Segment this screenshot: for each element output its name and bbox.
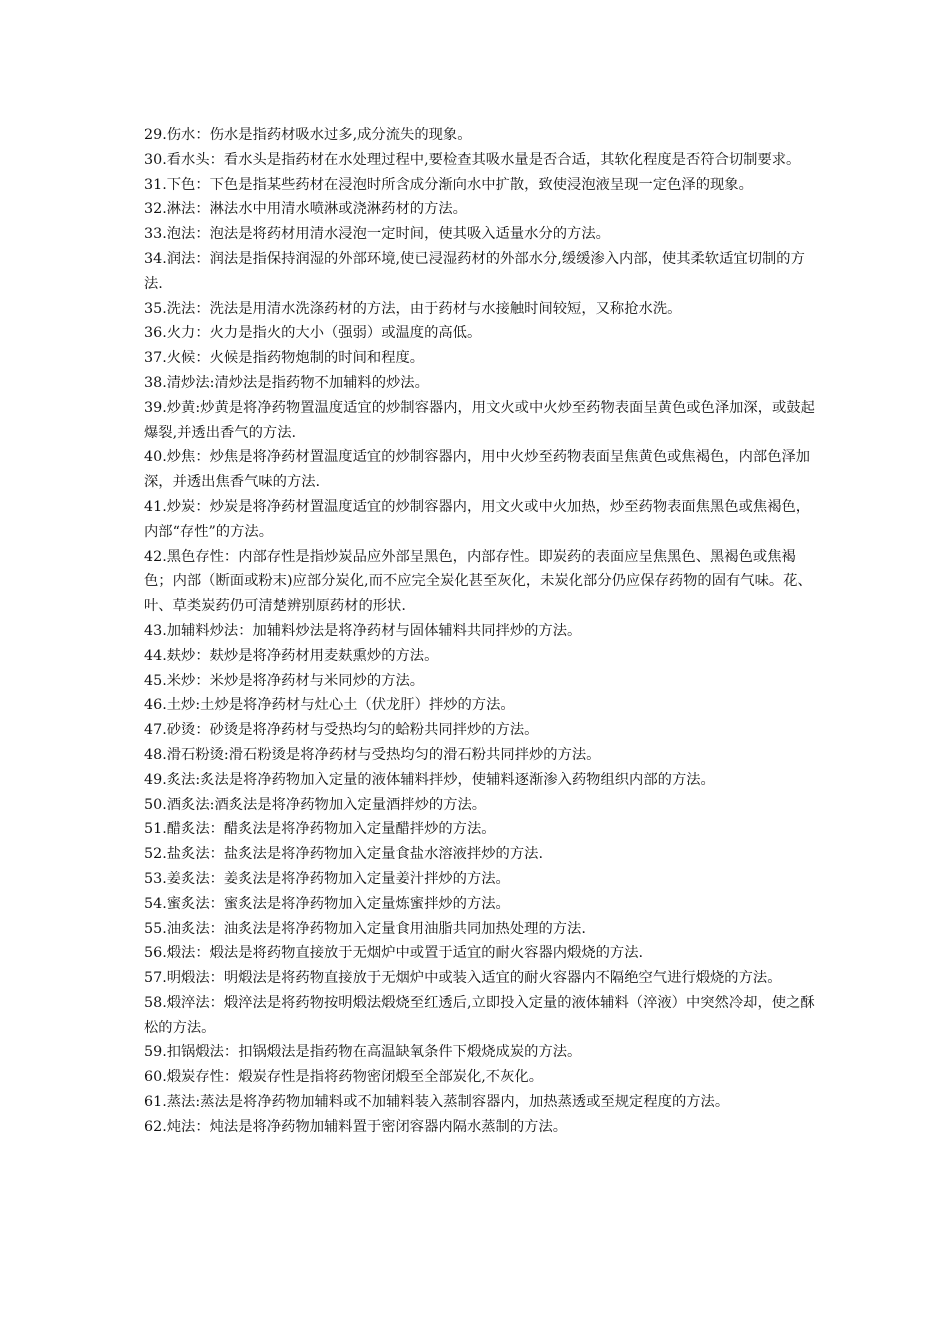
entry-58: 58.煅淬法：煅淬法是将药物按明煅法煅烧至红透后,立即投入定量的液体辅料（淬液）中突然冷却，使之酥松的方法。 <box>144 994 815 1036</box>
entry-35: 35.洗法：洗法是用清水洗涤药材的方法，由于药材与水接触时间较短，又称抢水洗。 <box>144 300 682 317</box>
entry-44: 44.麸炒：麸炒是将净药材用麦麸熏炒的方法。 <box>144 647 439 664</box>
entry-32: 32.淋法：淋法水中用清水喷淋或浇淋药材的方法。 <box>144 201 467 218</box>
entry-43: 43.加辅料炒法：加辅料炒法是将净药材与固体辅料共同拌炒的方法。 <box>144 622 582 639</box>
entry-55: 55.油炙法：油炙法是将净药物加入定量食用油脂共同加热处理的方法. <box>144 920 586 937</box>
entry-49: 49.炙法:炙法是将净药物加入定量的液体辅料拌炒，使辅料逐渐渗入药物组织内部的方法。 <box>144 771 715 788</box>
entry-40: 40.炒焦：炒焦是将净药材置温度适宜的炒制容器内，用中火炒至药物表面呈焦黄色或焦褐色，内部色泽加深，并透出焦香气味的方法. <box>144 449 811 491</box>
entry-52: 52.盐炙法：盐炙法是将净药物加入定量食盐水溶液拌炒的方法. <box>144 846 543 863</box>
entry-47: 47.砂烫：砂烫是将净药材与受热均匀的蛤粉共同拌炒的方法。 <box>144 722 539 739</box>
entry-59: 59.扣锅煅法：扣锅煅法是指药物在高温缺氧条件下煅烧成炭的方法。 <box>144 1044 582 1061</box>
entry-60: 60.煅炭存性：煅炭存性是指将药物密闭煅至全部炭化,不灰化。 <box>144 1069 543 1086</box>
entry-62: 62.炖法：炖法是将净药物加辅料置于密闭容器内隔水蒸制的方法。 <box>144 1118 568 1135</box>
entry-61: 61.蒸法:蒸法是将净药物加辅料或不加辅料装入蒸制容器内，加热蒸透或至规定程度的方法。 <box>144 1094 730 1111</box>
entry-36: 36.火力：火力是指火的大小（强弱）或温度的高低。 <box>144 325 482 342</box>
entry-29: 29.伤水：伤水是指药材吸水过多,成分流失的现象。 <box>144 127 472 143</box>
entry-34: 34.润法：润法是指保持润湿的外部环境,使已浸湿药材的外部水分,缓缓渗入内部，使其柔软适宜切制的方法. <box>144 250 805 292</box>
entry-54: 54.蜜炙法：蜜炙法是将净药物加入定量炼蜜拌炒的方法。 <box>144 895 510 912</box>
entry-57: 57.明煅法：明煅法是将药物直接放于无烟炉中或装入适宜的耐火容器内不隔绝空气进行煅烧的方法。 <box>144 970 782 987</box>
entry-38: 38.清炒法:清炒法是指药物不加辅料的炒法。 <box>144 374 429 391</box>
entry-41: 41.炒炭：炒炭是将净药材置温度适宜的炒制容器内，用文火或中火加热，炒至药物表面焦黑色或焦褐色，内部“存性”的方法。 <box>144 498 811 540</box>
entry-37: 37.火候：火候是指药物炮制的时间和程度。 <box>144 350 425 367</box>
entry-48: 48.滑石粉烫:滑石粉烫是将净药材与受热均匀的滑石粉共同拌炒的方法。 <box>144 746 601 763</box>
entry-51: 51.醋炙法：醋炙法是将净药物加入定量醋拌炒的方法。 <box>144 821 496 838</box>
entry-50: 50.酒炙法:酒炙法是将净药物加入定量酒拌炒的方法。 <box>144 796 487 813</box>
entry-31: 31.下色：下色是指某些药材在浸泡时所含成分渐向水中扩散，致使浸泡液呈现一定色泽的现象。 <box>144 176 753 193</box>
glossary-entries <box>144 123 820 1140</box>
entry-45: 45.米炒：米炒是将净药材与米同炒的方法。 <box>144 672 425 689</box>
entry-30: 30.看水头：看水头是指药材在水处理过程中,要检查其吸水量是否合适，其软化程度是否符合切制要求。 <box>144 151 801 168</box>
entry-42: 42.黑色存性：内部存性是指炒炭品应外部呈黑色，内部存性。即炭药的表面应呈焦黑色、黑褐色或焦褐色；内部（断面或粉末)应部分炭化,而不应完全炭化甚至灰化，未炭化部分仍应保存药物的固有气味。花、叶、草类炭药仍可清楚辨别原药材的形状. <box>144 548 812 615</box>
entry-33: 33.泡法：泡法是将药材用清水浸泡一定时间，使其吸入适量水分的方法。 <box>144 226 610 243</box>
entry-39: 39.炒黄:炒黄是将净药物置温度适宜的炒制容器内，用文火或中火炒至药物表面呈黄色或色泽加深，或鼓起爆裂,并透出香气的方法. <box>144 399 815 441</box>
entry-56: 56.煅法：煅法是将药物直接放于无烟炉中或置于适宜的耐火容器内煅烧的方法. <box>144 945 644 962</box>
entry-46: 46.土炒:土炒是将净药材与灶心土（伏龙肝）拌炒的方法。 <box>144 697 515 714</box>
entry-53: 53.姜炙法：姜炙法是将净药物加入定量姜汁拌炒的方法。 <box>144 870 510 887</box>
